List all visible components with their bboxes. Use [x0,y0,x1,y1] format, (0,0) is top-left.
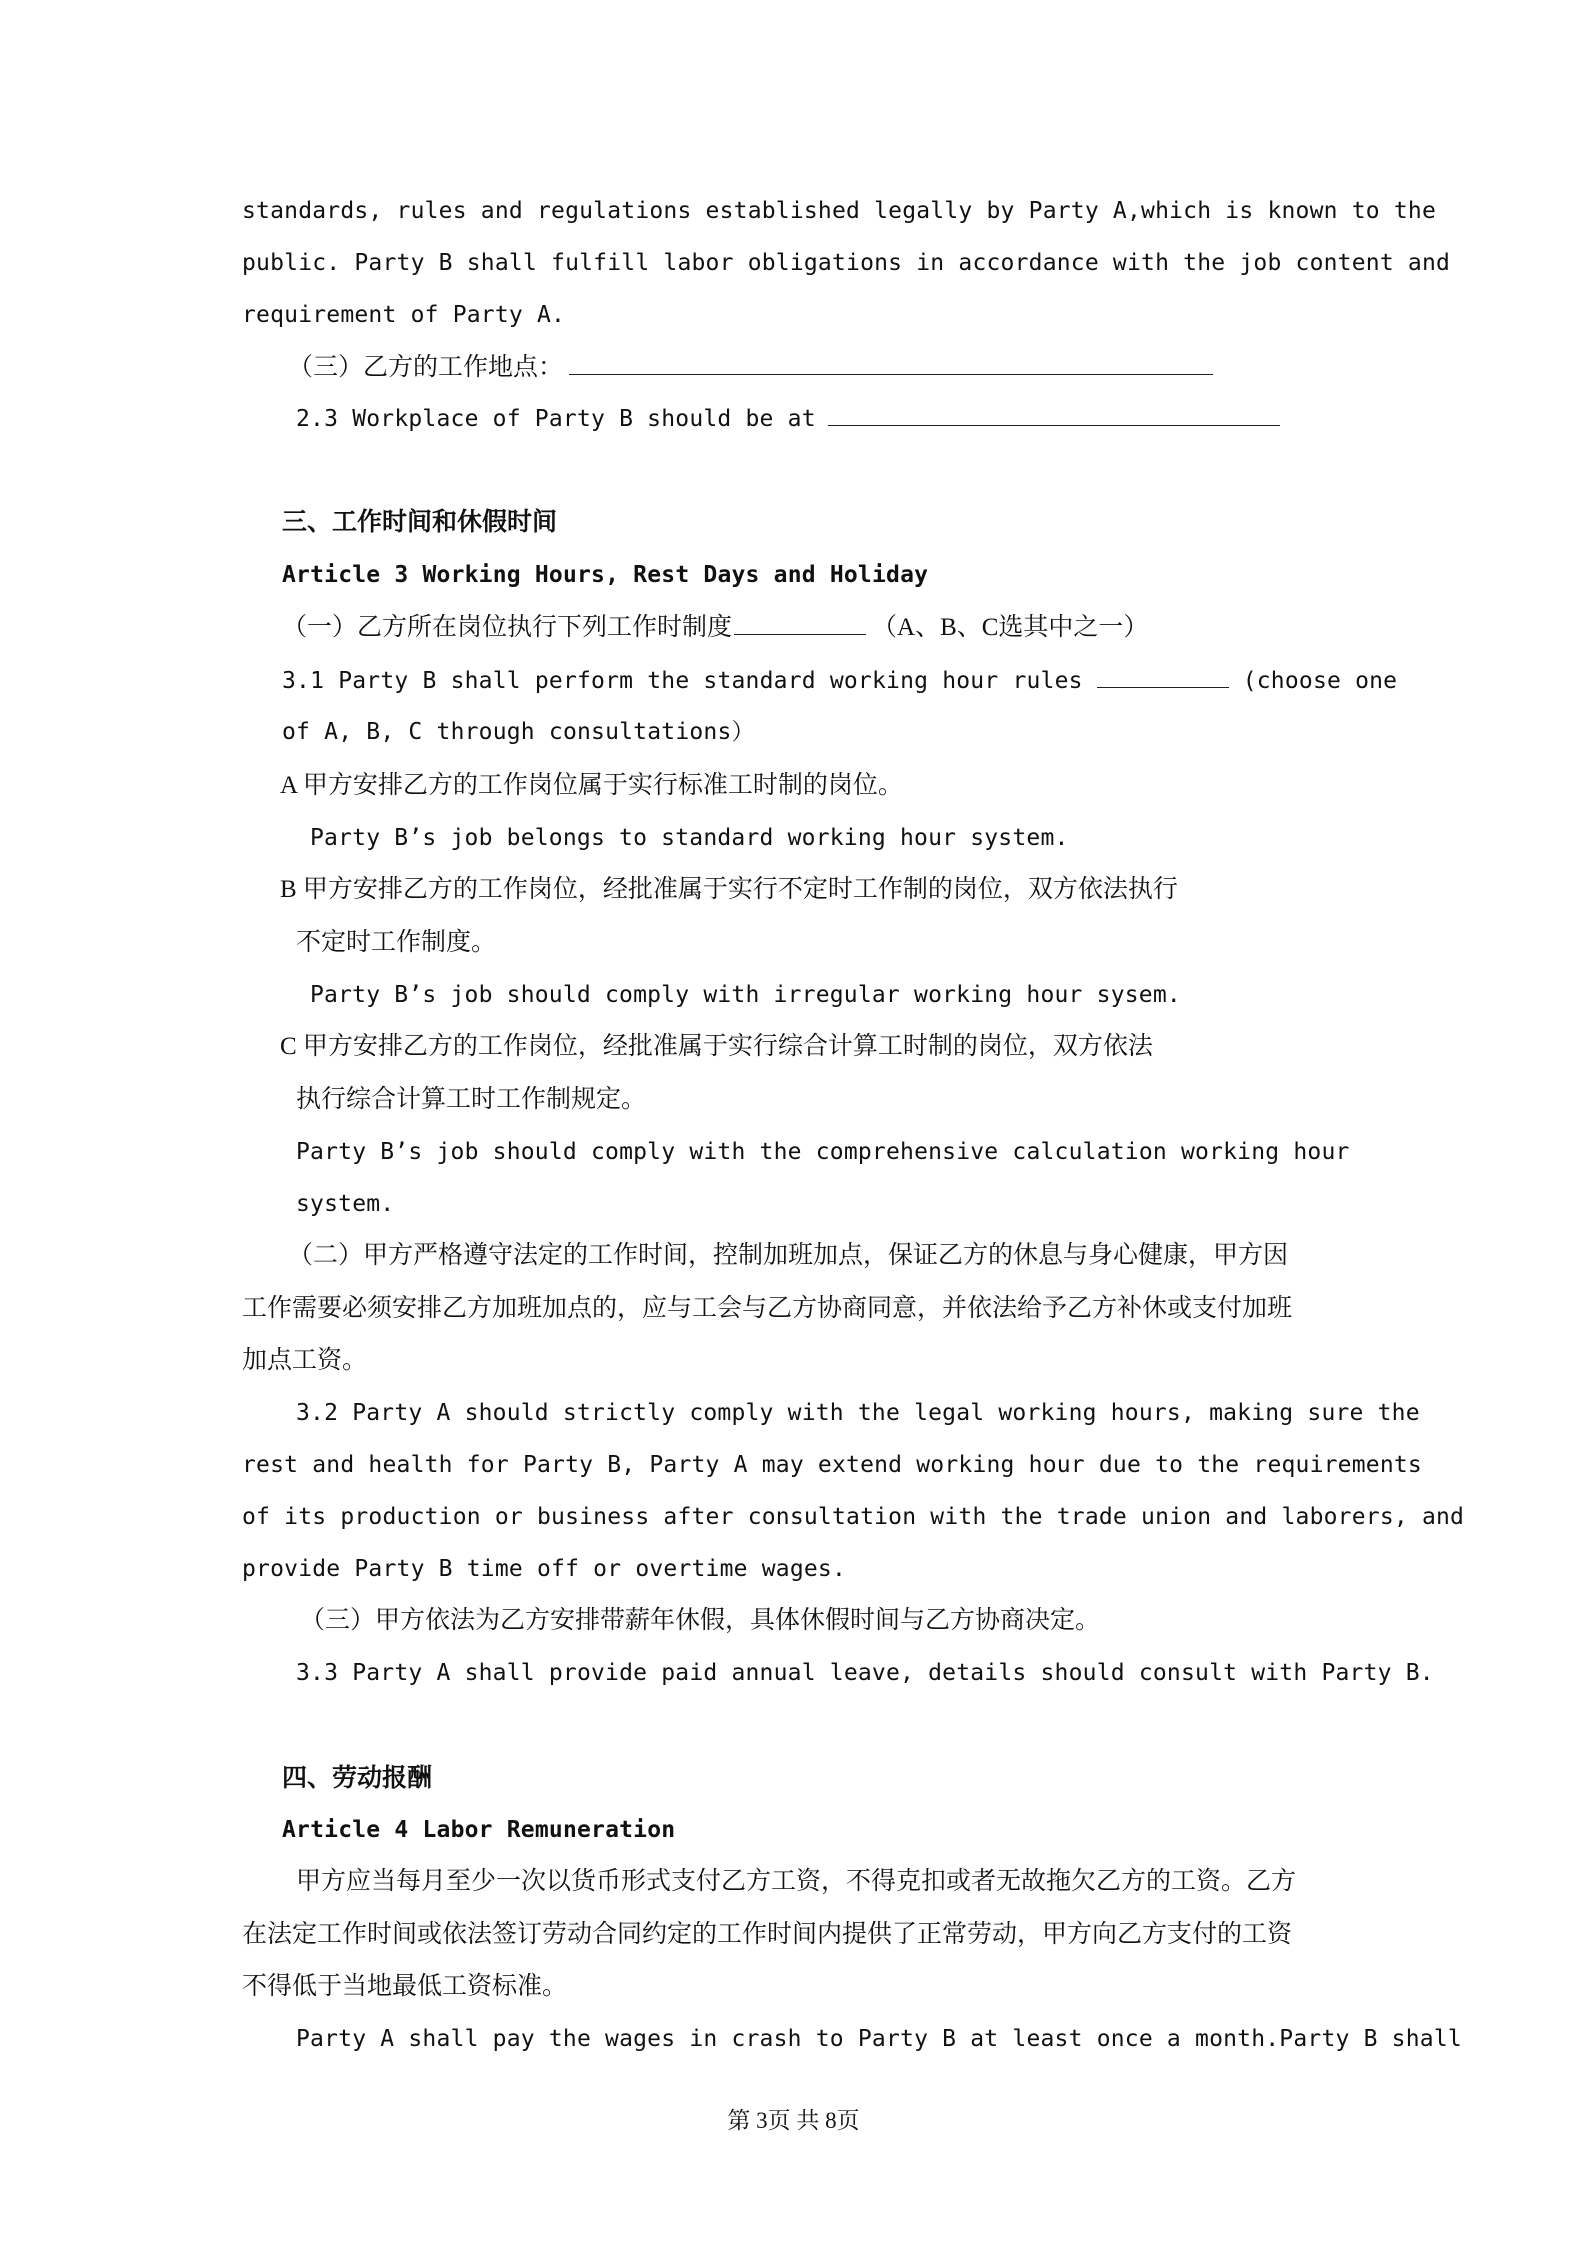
option-b-cn-cont: 不定时工作制度。 [296,929,497,956]
option-c-cn: C 甲方安排乙方的工作岗位，经批准属于实行综合计算工时制的岗位，双方依法 [280,1033,1153,1060]
clause-3-2-en: 3.2 Party A should strictly comply with the legal working hours, making sure the [296,1400,1420,1426]
fill-blank-line [828,424,1280,426]
text-line: requirement of Party A. [242,302,566,328]
text-line: （一）乙方所在岗位执行下列工作时制度 [282,614,733,641]
text-line: 工作需要必须安排乙方加班加点的，应与工会与乙方协商同意，并依法给予乙方补休或支付加班 [242,1295,1293,1322]
clause-3-2-cn: （二）甲方严格遵守法定的工作时间，控制加班加点，保证乙方的休息与身心健康，甲方因 [288,1242,1289,1269]
clause-3-3-en: 3.3 Party A shall provide paid annual leave, details should consult with Party B. [296,1660,1434,1686]
fill-blank-line [734,633,866,635]
option-c-cn-cont: 执行综合计算工时工作制规定。 [296,1086,647,1113]
text-line: 不得低于当地最低工资标准。 [242,1973,568,2000]
text-line: rest and health for Party B, Party A may extend working hour due to the requirements [242,1452,1422,1478]
clause-2-3-cn [288,355,1213,380]
article-3-heading-en: Article 3 Working Hours, Rest Days and Holiday [282,562,929,588]
text-line: 3.1 Party B shall perform the standard working hour rules [282,668,1083,694]
article-4-heading-cn: 四、劳动报酬 [282,1765,433,1792]
article-4-heading-en: Article 4 Labor Remuneration [282,1817,676,1843]
text-line: public. Party B shall fulfill labor obligations in accordance with the job content and [242,250,1451,276]
text-line: standards, rules and regulations established legally by Party A,which is known to the [242,198,1437,224]
text-line: 2.3 Workplace of Party B should be at [296,406,816,432]
text-line: of A, B, C through consultations） [282,719,755,745]
article-4-en: Party A shall pay the wages in crash to Party B at least once a month.Party B shall [296,2026,1462,2052]
article-3-heading-cn: 三、工作时间和休假时间 [282,509,558,536]
option-c-en-cont: system. [296,1191,395,1217]
text-line: （A、B、C选其中之一） [872,614,1149,641]
text-line: 在法定工作时间或依法签订劳动合同约定的工作时间内提供了正常劳动，甲方向乙方支付的工资 [242,1921,1293,1948]
clause-3-1-cn [282,615,1148,640]
article-4-cn: 甲方应当每月至少一次以货币形式支付乙方工资，不得克扣或者无故拖欠乙方的工资。乙方 [296,1868,1297,1895]
option-c-en: Party B’s job should comply with the comprehensive calculation working hour [296,1139,1350,1165]
text-line: （三）乙方的工作地点： [288,354,564,381]
page-number-footer: 第 3页 共 8页 [727,2108,860,2133]
clause-2-3-en [296,408,1280,431]
option-b-cn: B 甲方安排乙方的工作岗位，经批准属于实行不定时工作制的岗位，双方依法执行 [280,876,1178,903]
option-a-en: Party B’s job belongs to standard working hour system. [310,825,1069,851]
text-line: provide Party B time off or overtime wages. [242,1556,847,1582]
clause-3-3-cn: （三）甲方依法为乙方安排带薪年休假，具体休假时间与乙方协商决定。 [300,1607,1101,1634]
option-b-en: Party B’s job should comply with irregular working hour sysem. [310,982,1181,1008]
text-line: of its production or business after consultation with the trade union and laborers, and [242,1504,1465,1530]
option-a-cn: A 甲方安排乙方的工作岗位属于实行标准工时制的岗位。 [280,772,903,799]
text-line: (choose one [1242,668,1398,694]
fill-blank-line [1097,686,1229,688]
clause-3-1-en [282,670,1397,693]
text-line: 加点工资。 [242,1347,368,1374]
fill-blank-line [569,373,1213,375]
